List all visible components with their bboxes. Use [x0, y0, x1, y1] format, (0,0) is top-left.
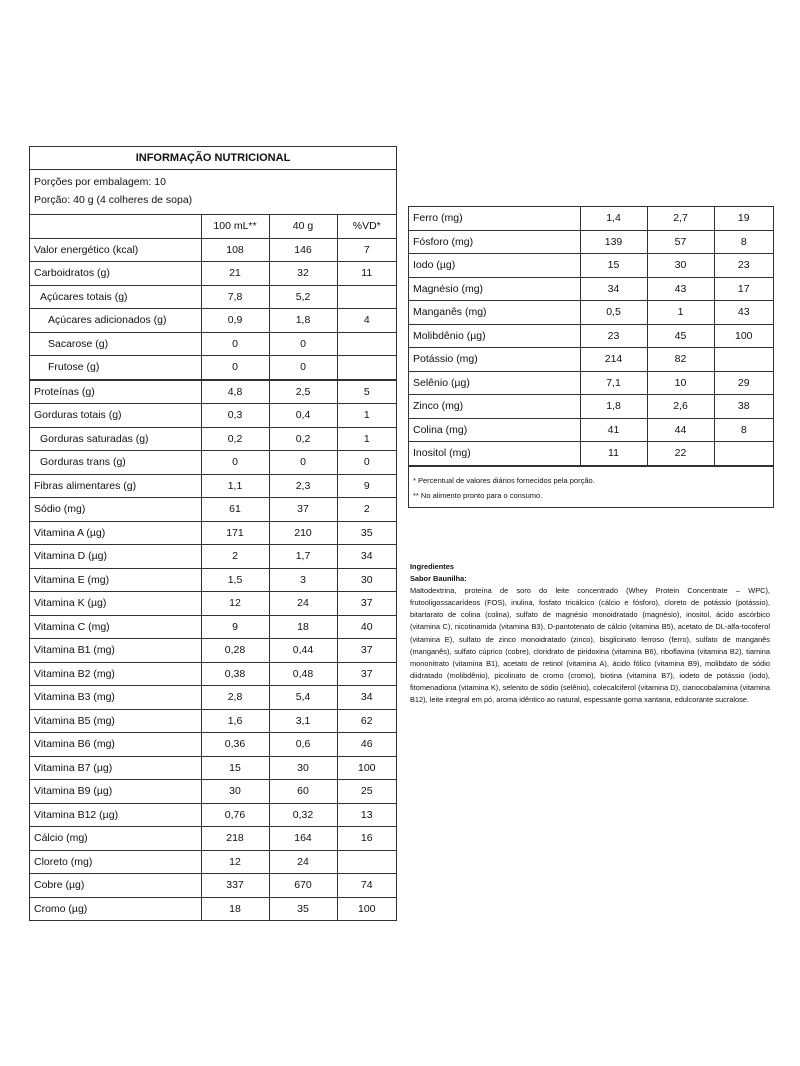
daily-value-percent: 19	[714, 207, 773, 230]
nutrient-name: Sódio (mg)	[30, 498, 201, 522]
nutrient-name: Vitamina C (mg)	[30, 615, 201, 639]
vd-footnote: * Percentual de valores diários fornecidos pela porção.	[413, 475, 595, 485]
nutrient-name: Vitamina B6 (mg)	[30, 733, 201, 757]
table-row	[30, 474, 396, 498]
value-per-100ml: 12	[201, 592, 269, 616]
daily-value-percent: 23	[714, 254, 773, 278]
daily-value-percent: 34	[337, 545, 396, 569]
table-row	[409, 348, 773, 372]
daily-value-percent: 37	[337, 662, 396, 686]
ingredients-flavor: Sabor Baunilha:	[410, 574, 467, 584]
value-per-serving: 2,6	[647, 395, 714, 419]
value-per-serving: 0,4	[269, 404, 337, 428]
value-per-100ml: 0	[201, 356, 269, 380]
daily-value-percent: 8	[714, 230, 773, 254]
servings-per-package: Porções por embalagem: 10	[34, 176, 166, 188]
value-per-100ml: 0,76	[201, 803, 269, 827]
daily-value-percent: 46	[337, 733, 396, 757]
nutrient-name: Valor energético (kcal)	[30, 238, 201, 262]
nutrient-name: Inositol (mg)	[409, 442, 580, 466]
nutrient-name: Colina (mg)	[409, 418, 580, 442]
table-row	[409, 442, 773, 466]
table-row	[409, 254, 773, 278]
daily-value-percent: 4	[337, 309, 396, 333]
value-per-100ml: 61	[201, 498, 269, 522]
value-per-100ml: 214	[580, 348, 647, 372]
daily-value-percent: 40	[337, 615, 396, 639]
daily-value-percent: 34	[337, 686, 396, 710]
nutrient-name: Vitamina D (µg)	[30, 545, 201, 569]
value-per-100ml: 1,5	[201, 568, 269, 592]
value-per-100ml: 4,8	[201, 380, 269, 404]
nutrient-name: Carboidratos (g)	[30, 262, 201, 286]
nutrient-name: Vitamina E (mg)	[30, 568, 201, 592]
value-per-100ml: 34	[580, 277, 647, 301]
daily-value-percent	[714, 442, 773, 466]
table-row	[30, 639, 396, 663]
daily-value-percent: 11	[337, 262, 396, 286]
value-per-100ml: 0,36	[201, 733, 269, 757]
value-per-100ml: 108	[201, 238, 269, 262]
ml-footnote: ** No alimento pronto para o consumo.	[413, 490, 543, 500]
table-row	[409, 230, 773, 254]
table-row	[30, 356, 396, 380]
value-per-100ml: 30	[201, 780, 269, 804]
table-row	[30, 427, 396, 451]
table-row	[30, 592, 396, 616]
daily-value-percent: 5	[337, 380, 396, 404]
table-row	[409, 395, 773, 419]
table-row	[30, 262, 396, 286]
value-per-serving: 1,7	[269, 545, 337, 569]
value-per-serving: 18	[269, 615, 337, 639]
ingredients-text: Maltodextrina, proteína de soro do leite concentrado (Whey Protein Concentrate – WPC), frutooligossacarídeos (FOS), inulina, fosfato tricálcico (cálcio e fósforo), cloreto de potássio (potássio), bitartarato de colina (colina), sulfato de magnésio monoidratado (magnésio), inositol, ácido ascórbico (vitamina C), nicotinamida (vitamina B3), D-pantotenato de cálcio (vitamina B5), acetato de DL-alfa-tocoferol (vitamina E), sulfato de zinco monoidratado (zinco), bisglicinato ferroso (ferro), sulfato de manganês (manganês), sulfato cúprico (cobre), cloridrato de piridoxina (vitamina B6), riboflavina (vitamina B2), tiamina mononitrato (vitamina B1), acetato de retinol (vitamina A), ácido fólico (vitamina B9), molibdato de sódio diidratado (molibdênio), picolinato de cromo (cromo), biotina (vitamina B7), iodeto de potássio (iodo), fitomenadiona (vitamina K), selenito de sódio (selênio), colecalciferol (vitamina D), cianocobalamina (vitamina B12), leite integral em pó, aroma idêntico ao natural, espessante goma xantana, edulcorante sucralose.	[410, 586, 770, 705]
value-per-100ml: 18	[201, 897, 269, 920]
value-per-serving: 0	[269, 332, 337, 356]
nutrient-name: Vitamina B9 (µg)	[30, 780, 201, 804]
daily-value-percent: 1	[337, 427, 396, 451]
daily-value-percent: 38	[714, 395, 773, 419]
daily-value-percent: 100	[337, 756, 396, 780]
table-row	[30, 521, 396, 545]
value-per-100ml: 0,28	[201, 639, 269, 663]
nutrient-name: Açúcares adicionados (g)	[30, 309, 201, 333]
daily-value-percent: 9	[337, 474, 396, 498]
daily-value-percent: 74	[337, 874, 396, 898]
table-row	[30, 803, 396, 827]
daily-value-percent: 62	[337, 709, 396, 733]
nutrient-name: Açúcares totais (g)	[30, 285, 201, 309]
value-per-serving: 0,6	[269, 733, 337, 757]
value-per-serving: 30	[269, 756, 337, 780]
daily-value-percent: 1	[337, 404, 396, 428]
value-per-serving: 60	[269, 780, 337, 804]
footnotes	[409, 466, 773, 507]
nutrient-name: Vitamina K (µg)	[30, 592, 201, 616]
value-per-100ml: 11	[580, 442, 647, 466]
header-cell-40g: 40 g	[269, 215, 337, 238]
value-per-100ml: 337	[201, 874, 269, 898]
table-row	[30, 309, 396, 333]
value-per-serving: 0	[269, 356, 337, 380]
value-per-100ml: 0,5	[580, 301, 647, 325]
value-per-100ml: 7,8	[201, 285, 269, 309]
nutrition-title: INFORMAÇÃO NUTRICIONAL	[30, 147, 396, 170]
value-per-serving: 45	[647, 324, 714, 348]
value-per-serving: 82	[647, 348, 714, 372]
value-per-serving: 2,5	[269, 380, 337, 404]
value-per-serving: 32	[269, 262, 337, 286]
nutrient-name: Magnésio (mg)	[409, 277, 580, 301]
nutrient-name: Cobre (µg)	[30, 874, 201, 898]
value-per-100ml: 0,9	[201, 309, 269, 333]
value-per-100ml: 0,3	[201, 404, 269, 428]
daily-value-percent: 13	[337, 803, 396, 827]
nutrient-name: Fósforo (mg)	[409, 230, 580, 254]
nutrient-name: Vitamina B2 (mg)	[30, 662, 201, 686]
value-per-serving: 3	[269, 568, 337, 592]
nutrient-name: Frutose (g)	[30, 356, 201, 380]
header-cell-nutrient	[30, 215, 201, 238]
nutrient-name: Ferro (mg)	[409, 207, 580, 230]
value-per-serving: 0,48	[269, 662, 337, 686]
value-per-100ml: 0,38	[201, 662, 269, 686]
header-cell-100ml: 100 mL**	[201, 215, 269, 238]
value-per-100ml: 41	[580, 418, 647, 442]
value-per-100ml: 171	[201, 521, 269, 545]
table-row	[30, 285, 396, 309]
nutrition-facts-table	[29, 146, 397, 921]
value-per-100ml: 1,1	[201, 474, 269, 498]
nutrient-name: Iodo (µg)	[409, 254, 580, 278]
nutrient-name: Molibdênio (µg)	[409, 324, 580, 348]
daily-value-percent: 37	[337, 639, 396, 663]
table-row	[409, 277, 773, 301]
value-per-100ml: 12	[201, 850, 269, 874]
value-per-100ml: 0	[201, 332, 269, 356]
table-header-row	[30, 215, 396, 238]
table-row	[409, 371, 773, 395]
ingredients-section	[410, 561, 770, 706]
ingredients-heading: Ingredientes	[410, 562, 454, 571]
nutrient-table-right	[409, 207, 773, 466]
value-per-100ml: 139	[580, 230, 647, 254]
daily-value-percent: 29	[714, 371, 773, 395]
nutrient-name: Cloreto (mg)	[30, 850, 201, 874]
value-per-serving: 2,3	[269, 474, 337, 498]
table-row	[409, 324, 773, 348]
value-per-serving: 30	[647, 254, 714, 278]
value-per-serving: 3,1	[269, 709, 337, 733]
daily-value-percent: 0	[337, 451, 396, 475]
value-per-serving: 5,2	[269, 285, 337, 309]
value-per-100ml: 1,6	[201, 709, 269, 733]
value-per-serving: 0,44	[269, 639, 337, 663]
value-per-serving: 210	[269, 521, 337, 545]
daily-value-percent: 7	[337, 238, 396, 262]
value-per-serving: 5,4	[269, 686, 337, 710]
table-row	[30, 615, 396, 639]
daily-value-percent: 8	[714, 418, 773, 442]
value-per-serving: 22	[647, 442, 714, 466]
table-row	[30, 874, 396, 898]
table-row	[30, 686, 396, 710]
table-row	[30, 897, 396, 920]
value-per-100ml: 1,8	[580, 395, 647, 419]
value-per-100ml: 21	[201, 262, 269, 286]
value-per-serving: 146	[269, 238, 337, 262]
table-row	[30, 827, 396, 851]
nutrient-name: Manganês (mg)	[409, 301, 580, 325]
value-per-100ml: 15	[201, 756, 269, 780]
serving-info	[30, 170, 396, 215]
nutrient-name: Vitamina B7 (µg)	[30, 756, 201, 780]
table-row	[30, 238, 396, 262]
daily-value-percent: 2	[337, 498, 396, 522]
daily-value-percent: 16	[337, 827, 396, 851]
value-per-serving: 0,32	[269, 803, 337, 827]
nutrient-name: Vitamina B5 (mg)	[30, 709, 201, 733]
value-per-100ml: 2,8	[201, 686, 269, 710]
nutrient-name: Fibras alimentares (g)	[30, 474, 201, 498]
table-row	[30, 404, 396, 428]
nutrient-name: Gorduras saturadas (g)	[30, 427, 201, 451]
table-row	[30, 451, 396, 475]
value-per-100ml: 2	[201, 545, 269, 569]
daily-value-percent	[337, 332, 396, 356]
value-per-serving: 670	[269, 874, 337, 898]
value-per-serving: 1	[647, 301, 714, 325]
value-per-serving: 10	[647, 371, 714, 395]
value-per-100ml: 23	[580, 324, 647, 348]
nutrient-name: Cromo (µg)	[30, 897, 201, 920]
nutrient-name: Gorduras totais (g)	[30, 404, 201, 428]
table-row	[30, 733, 396, 757]
value-per-100ml: 15	[580, 254, 647, 278]
value-per-100ml: 1,4	[580, 207, 647, 230]
nutrient-name: Zinco (mg)	[409, 395, 580, 419]
value-per-serving: 24	[269, 592, 337, 616]
value-per-serving: 43	[647, 277, 714, 301]
daily-value-percent: 43	[714, 301, 773, 325]
value-per-serving: 57	[647, 230, 714, 254]
daily-value-percent: 30	[337, 568, 396, 592]
table-row	[30, 850, 396, 874]
daily-value-percent: 35	[337, 521, 396, 545]
table-row	[30, 709, 396, 733]
nutrient-name: Vitamina B1 (mg)	[30, 639, 201, 663]
table-row	[30, 380, 396, 404]
value-per-serving: 44	[647, 418, 714, 442]
daily-value-percent	[337, 285, 396, 309]
daily-value-percent	[337, 356, 396, 380]
nutrient-name: Potássio (mg)	[409, 348, 580, 372]
nutrient-name: Vitamina A (µg)	[30, 521, 201, 545]
value-per-100ml: 9	[201, 615, 269, 639]
nutrient-name: Vitamina B12 (µg)	[30, 803, 201, 827]
nutrient-table-left	[30, 215, 396, 920]
table-row	[30, 756, 396, 780]
value-per-serving: 0,2	[269, 427, 337, 451]
table-row	[409, 418, 773, 442]
daily-value-percent: 100	[337, 897, 396, 920]
table-row	[30, 780, 396, 804]
daily-value-percent: 100	[714, 324, 773, 348]
table-row	[409, 301, 773, 325]
daily-value-percent	[714, 348, 773, 372]
value-per-serving: 1,8	[269, 309, 337, 333]
table-row	[30, 498, 396, 522]
header-cell-vd: %VD*	[337, 215, 396, 238]
value-per-100ml: 0,2	[201, 427, 269, 451]
daily-value-percent	[337, 850, 396, 874]
value-per-serving: 2,7	[647, 207, 714, 230]
daily-value-percent: 25	[337, 780, 396, 804]
daily-value-percent: 37	[337, 592, 396, 616]
value-per-serving: 24	[269, 850, 337, 874]
value-per-100ml: 0	[201, 451, 269, 475]
value-per-serving: 37	[269, 498, 337, 522]
nutrient-name: Sacarose (g)	[30, 332, 201, 356]
table-row	[30, 545, 396, 569]
nutrient-name: Gorduras trans (g)	[30, 451, 201, 475]
nutrient-name: Vitamina B3 (mg)	[30, 686, 201, 710]
value-per-serving: 164	[269, 827, 337, 851]
table-row	[30, 662, 396, 686]
daily-value-percent: 17	[714, 277, 773, 301]
nutrient-name: Selênio (µg)	[409, 371, 580, 395]
nutrient-name: Proteínas (g)	[30, 380, 201, 404]
serving-size: Porção: 40 g (4 colheres de sopa)	[34, 194, 193, 206]
nutrition-facts-table-continued	[408, 206, 774, 508]
value-per-serving: 35	[269, 897, 337, 920]
value-per-100ml: 218	[201, 827, 269, 851]
value-per-100ml: 7,1	[580, 371, 647, 395]
value-per-serving: 0	[269, 451, 337, 475]
table-row	[409, 207, 773, 230]
table-row	[30, 568, 396, 592]
nutrient-name: Cálcio (mg)	[30, 827, 201, 851]
table-row	[30, 332, 396, 356]
